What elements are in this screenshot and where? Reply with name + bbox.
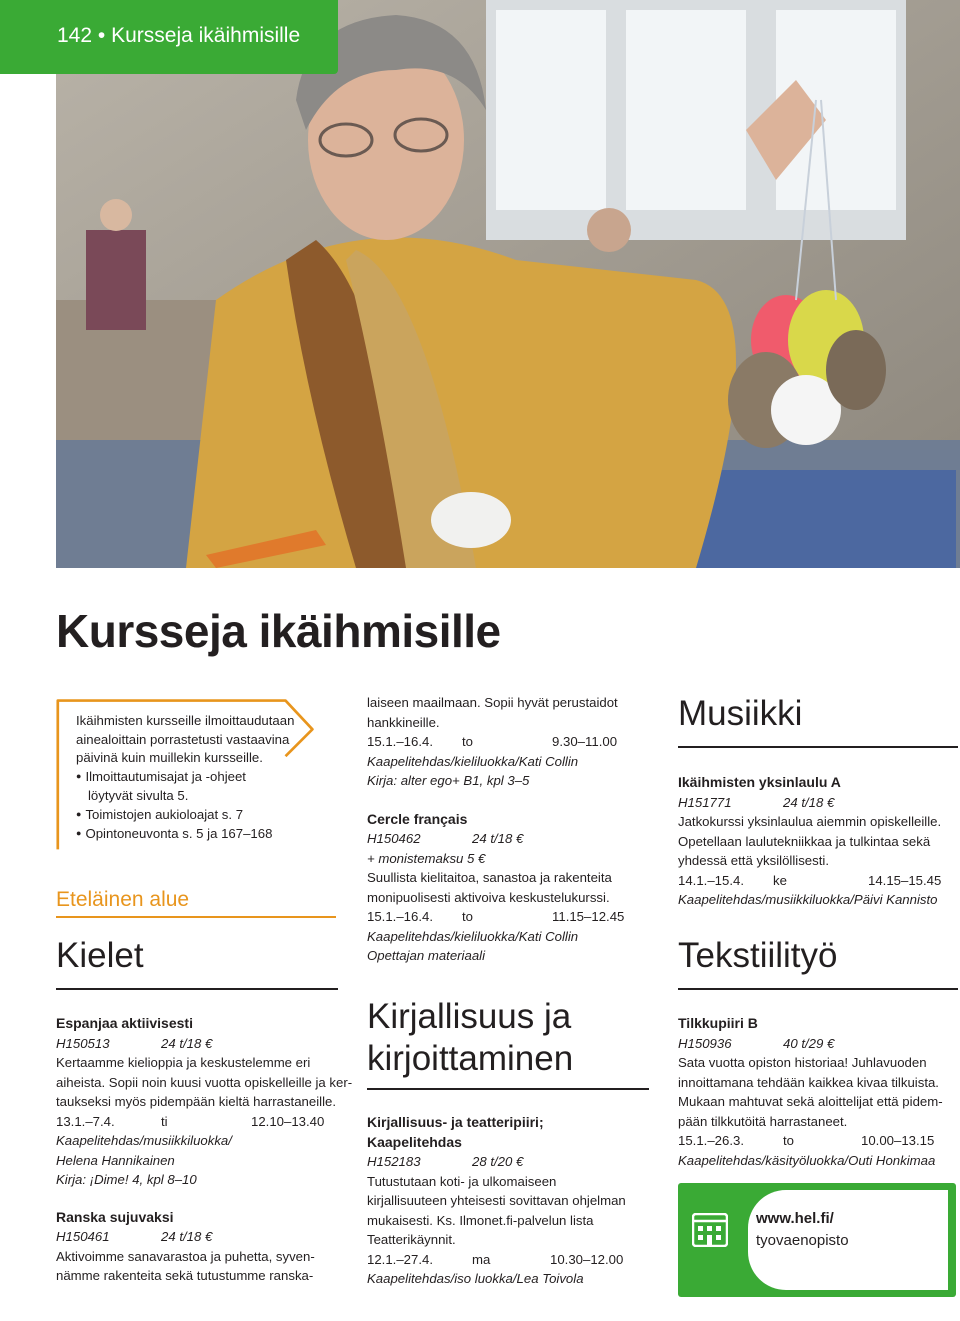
course-desc: laiseen maailmaan. Sopii hyvät perustaidot — [367, 695, 618, 710]
section-heading-line: kirjoittaminen — [367, 1039, 574, 1078]
course-price: 24 t/18 € — [161, 1035, 213, 1051]
header-section: Kursseja ikäihmisille — [111, 24, 301, 47]
course-price: 24 t/18 € — [783, 794, 835, 810]
section-heading-kielet: Kielet — [56, 936, 144, 975]
course-code-row — [367, 1152, 657, 1172]
course-code-row — [56, 1227, 341, 1247]
course-code-row — [678, 1034, 960, 1054]
intro-line: päivinä kuin muillekin kursseille. — [76, 750, 263, 765]
course-dates: 15.1.–26.3. — [678, 1133, 744, 1148]
course-schedule — [367, 732, 657, 752]
intro-bullet: ● Toimistojen aukioloajat s. 7 — [76, 806, 326, 826]
course-code-row — [367, 829, 657, 849]
course-desc: Suullista kielitaitoa, sanastoa ja rakenteita — [367, 870, 612, 885]
course-desc: Mukaan mahtuvat sekä aloittelijat että pidem- — [678, 1094, 943, 1109]
course-desc: Teatterikäynnit. — [367, 1232, 456, 1247]
course-dates: 14.1.–15.4. — [678, 872, 744, 888]
course-price: 28 t/20 € — [472, 1154, 524, 1169]
course-schedule — [367, 1250, 657, 1270]
course-dates: 12.1.–27.4. — [367, 1251, 433, 1267]
course-title: Kaapelitehdas — [367, 1133, 462, 1150]
course-code: H150461 — [56, 1229, 110, 1244]
course-desc: Tutustutaan koti- ja ulkomaiseen — [367, 1173, 557, 1189]
course-code: H151771 — [678, 794, 732, 810]
course-desc: mukaisesti. Ks. Ilmonet.fi-palvelun lista — [367, 1212, 594, 1228]
course-desc: hankkineille. — [367, 714, 440, 730]
course-title: Tilkkupiiri B — [678, 1015, 758, 1031]
section-heading-line: Kirjallisuus ja — [367, 997, 572, 1036]
course-desc: monipuolisesti aktivoiva keskustelukurssi. — [367, 889, 610, 905]
section-rule — [56, 988, 338, 990]
course-code: H150513 — [56, 1035, 110, 1051]
course-desc: nämme rakenteita sekä tutustumme ranska- — [56, 1268, 314, 1283]
footer-url-path[interactable]: tyovaenopisto — [756, 1232, 849, 1249]
section-rule — [367, 1088, 649, 1090]
course-desc: kirjallisuuteen yhteisesti sovittavan ohjelman — [367, 1193, 626, 1208]
course-place: Kaapelitehdas/käsityöluokka/Outi Honkimaa — [678, 1152, 936, 1168]
intro-line: ainealoittain porrastetusti vastaavina — [76, 731, 290, 747]
region-label: Eteläinen alue — [56, 888, 190, 911]
course-book: Kirja: alter ego+ B1, kpl 3–5 — [367, 773, 530, 788]
course-code: H150936 — [678, 1035, 732, 1051]
course-desc: Jatkokurssi yksinlaulua aiemmin opiskelleille. — [678, 814, 942, 829]
course-day: to — [462, 909, 473, 924]
course-place: Kaapelitehdas/musiikkiluokka/ — [56, 1133, 232, 1148]
course-desc: Aktivoimme sanavarastoa ja puhetta, syven- — [56, 1248, 315, 1264]
hero-photo — [56, 0, 960, 568]
course-price: 40 t/29 € — [783, 1035, 835, 1051]
course-price: 24 t/18 € — [472, 831, 524, 846]
course-desc: Sata vuotta opiston historiaa! Juhlavuoden — [678, 1055, 927, 1070]
course-schedule — [678, 1131, 960, 1151]
course-schedule — [367, 907, 657, 927]
intro-bullet: ● Ilmoittautumisajat ja -ohjeet — [76, 768, 326, 788]
course-code-row — [56, 1034, 341, 1054]
course-time: 10.00–13.15 — [861, 1133, 935, 1148]
building-icon — [692, 1213, 728, 1247]
course-title: Ranska sujuvaksi — [56, 1208, 174, 1225]
page-title: Kursseja ikäihmisille — [56, 605, 501, 657]
course-time: 9.30–11.00 — [552, 734, 618, 749]
course-desc: Kertaamme kielioppia ja keskustelemme eri — [56, 1055, 311, 1070]
course-code: H150462 — [367, 831, 421, 846]
course-desc: yhdessä että yksilöllisesti. — [678, 853, 829, 868]
intro-line: Ikäihmisten kursseille ilmoittaudutaan — [76, 713, 295, 728]
course-place: Kaapelitehdas/musiikkiluokka/Päivi Kannisto — [678, 892, 938, 907]
section-rule — [678, 988, 958, 990]
footer-url-link[interactable]: www.hel.fi/ — [756, 1210, 834, 1227]
section-rule — [678, 746, 958, 748]
course-day: ke — [773, 872, 787, 888]
course-time: 10.30–12.00 — [550, 1251, 624, 1267]
course-title: Cercle français — [367, 810, 468, 827]
header-separator: • — [97, 24, 106, 47]
course-desc: Opetellaan laulutekniikkaa ja tulkintaa sekä — [678, 833, 931, 849]
course-place: Kaapelitehdas/kieliluokka/Kati Collin — [367, 928, 579, 944]
course-code: H152183 — [367, 1154, 421, 1169]
course-day: to — [783, 1133, 794, 1148]
column-2 — [367, 693, 657, 966]
course-code-row — [678, 793, 960, 813]
course-dates: 13.1.–7.4. — [56, 1113, 115, 1129]
intro-text — [76, 712, 326, 845]
course-teacher: Helena Hannikainen — [56, 1152, 175, 1168]
course-schedule — [56, 1112, 341, 1132]
course-place: Kaapelitehdas/iso luokka/Lea Toivola — [367, 1271, 584, 1286]
course-place: Kaapelitehdas/kieliluokka/Kati Collin — [367, 753, 579, 769]
course-desc: aiheista. Sopii noin kuusi vuotta opiskelleille ja ker- — [56, 1074, 353, 1090]
region-rule — [56, 916, 336, 918]
column-1 — [56, 1014, 353, 1286]
intro-bullet-cont: löytyvät sivulta 5. — [88, 788, 189, 803]
course-day: ma — [472, 1251, 491, 1267]
course-dates: 15.1.–16.4. — [367, 909, 433, 924]
section-heading-kirjallisuus — [367, 996, 573, 1080]
course-title: Kirjallisuus- ja teatteripiiri; — [367, 1114, 544, 1130]
course-desc: pään tilkkutöitä harrastaneet. — [678, 1113, 848, 1129]
course-time: 12.10–13.40 — [251, 1113, 325, 1129]
course-book: Kirja: ¡Dime! 4, kpl 8–10 — [56, 1172, 197, 1187]
page-header — [57, 24, 300, 48]
course-book: Opettajan materiaali — [367, 948, 486, 963]
tekstiili-course — [678, 1014, 960, 1170]
musiikki-course — [678, 773, 960, 910]
section-heading-musiikki: Musiikki — [678, 694, 803, 733]
course-price: 24 t/18 € — [161, 1229, 213, 1244]
course-time: 11.15–12.45 — [552, 909, 625, 924]
section-heading-tekstiili: Tekstiilityö — [678, 936, 838, 975]
course-title: Espanjaa aktiivisesti — [56, 1015, 193, 1031]
page-number: 142 — [57, 24, 93, 47]
course-day: to — [462, 734, 473, 749]
course-schedule — [678, 871, 960, 891]
course-day: ti — [161, 1113, 168, 1129]
intro-bullet: ● Opintoneuvonta s. 5 ja 167–168 — [76, 825, 326, 845]
course-desc: innoittamana tehdään kaikkea kivaa tilkuista. — [678, 1074, 939, 1090]
course-desc: taukseksi myös pidempään kieltä harrastaneille. — [56, 1094, 337, 1109]
course-extra-fee: + monistemaksu 5 € — [367, 850, 486, 866]
course-dates: 15.1.–16.4. — [367, 734, 433, 749]
course-time: 14.15–15.45 — [868, 872, 942, 888]
course-title: Ikäihmisten yksinlaulu A — [678, 774, 841, 790]
kirjallisuus-course — [367, 1113, 657, 1289]
